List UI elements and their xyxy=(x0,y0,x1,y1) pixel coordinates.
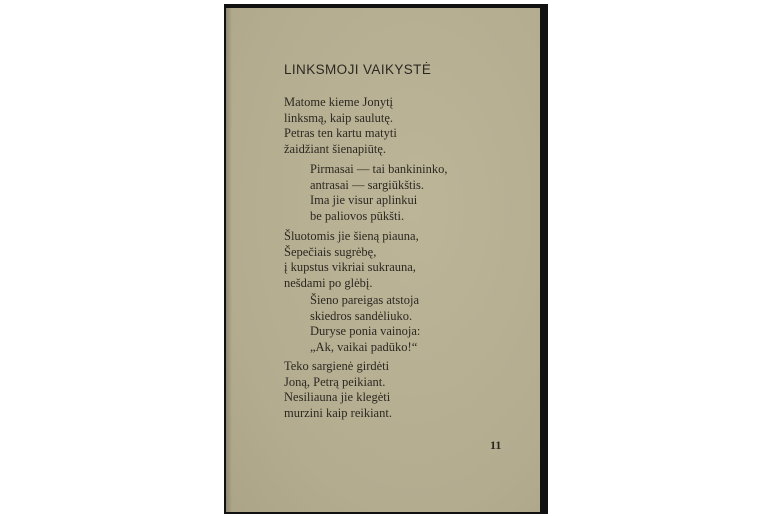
stanza xyxy=(284,229,419,291)
stanza xyxy=(284,95,397,157)
stanza xyxy=(284,359,392,421)
stanza xyxy=(310,162,447,224)
poem-line: murzini kaip reikiant. xyxy=(284,405,392,420)
stanza xyxy=(310,293,420,355)
poem-line: antrasai — sargiūkštis. xyxy=(310,177,424,192)
page-fold-shadow xyxy=(226,8,232,512)
poem-line: Šieno pareigas atstoja xyxy=(310,293,419,307)
page-number: 11 xyxy=(490,438,502,452)
poem-line: Ima jie visur aplinkui xyxy=(310,193,418,208)
poem-line: Šepečiais sugrėbę, xyxy=(284,244,377,259)
poem-line: linksmą, kaip saulutę. xyxy=(284,110,394,125)
poem-line: be paliovos pūkšti. xyxy=(310,208,405,223)
poem-line: Nesiliauna jie klegėti xyxy=(284,390,391,405)
poem-line: Petras ten kartu matyti xyxy=(284,126,397,141)
poem-line: Pirmasai — tai bankininko, xyxy=(310,162,448,176)
poem-line: žaidžiant šienapiūtę. xyxy=(284,141,387,156)
poem-line: Joną, Petrą peikiant. xyxy=(284,374,386,389)
poem-title: LINKSMOJI VAIKYSTĖ xyxy=(284,62,432,77)
poem-line: Šluotomis jie šieną piauna, xyxy=(284,229,419,243)
poem-line: Duryse poniа vainoja: xyxy=(310,324,421,339)
poem-line: į kupstus vikriai sukrauna, xyxy=(284,260,416,275)
poem-line: nešdami po glėbį. xyxy=(284,275,373,290)
book-page xyxy=(226,8,540,512)
poem-line: skiedros sandėliuko. xyxy=(310,308,413,323)
poem-line: Matome kieme Jonytį xyxy=(284,95,394,109)
poem-line: Teko sargienė girdėti xyxy=(284,359,390,373)
poem-line: „Ak, vaikai padūko!“ xyxy=(310,339,418,354)
